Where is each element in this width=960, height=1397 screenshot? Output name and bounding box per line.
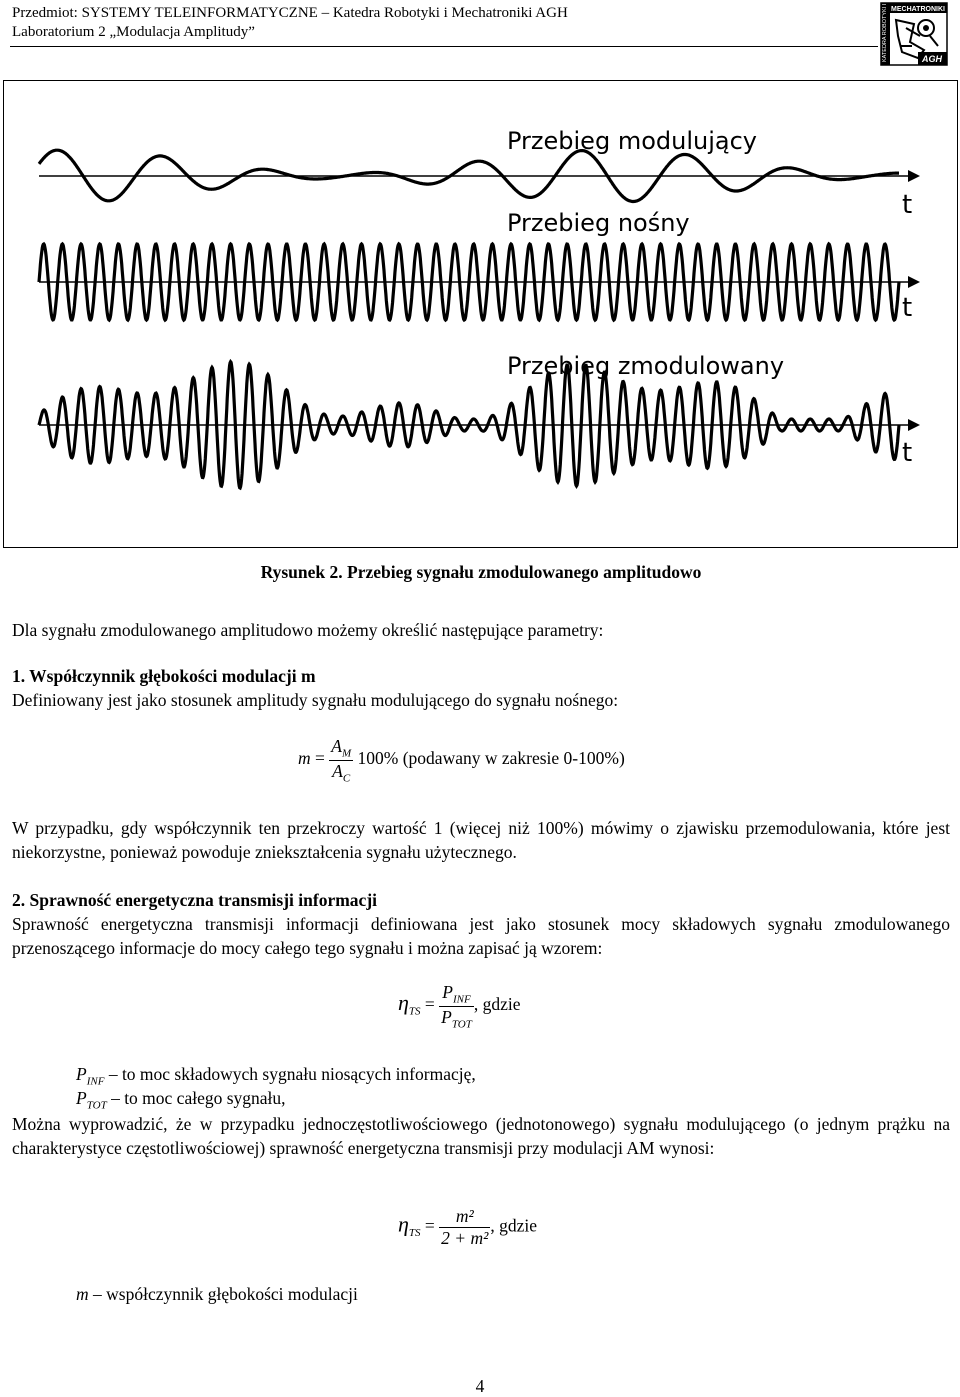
formula1-num: A — [331, 736, 342, 756]
section2-paragraph: Można wyprowadzić, że w przypadku jednoczęstotliwościowego (jednotonowego) sygnału modulującego (o jednym prążku na charakterystyce częstotliwościowej) sprawność energetyczna transmisji przy modulacji AM wynosi: — [12, 1114, 950, 1158]
def-ptot-symbol: P — [76, 1088, 87, 1108]
agh-mechatronics-logo — [880, 2, 948, 66]
formula-efficiency-am — [398, 1206, 537, 1249]
axis-label-t-1: t — [902, 190, 913, 220]
page-number: 4 — [475, 1376, 485, 1396]
formula1-factor: 100% — [357, 748, 399, 769]
def-pinf-sub: INF — [86, 1075, 105, 1088]
section1-definition: Definiowany jest jako stosunek amplitudy sygnału modulującego do sygnału nośnego: — [12, 690, 619, 710]
formula2-eq: = — [424, 994, 435, 1015]
logo-text-side: KATEDRA ROBOTYKI I — [882, 3, 888, 62]
formula1-note: (podawany w zakresie 0-100%) — [402, 748, 625, 769]
section1-title: 1. Współczynnik głębokości modulacji m — [12, 666, 316, 686]
formula1-num-sub: M — [341, 747, 352, 760]
formula3-suffix: , gdzie — [490, 1215, 538, 1236]
figure-caption: Rysunek 2. Przebieg sygnału zmodulowanego amplitudowo — [260, 562, 702, 582]
def-ptot-sub: TOT — [86, 1099, 107, 1112]
logo-text-top: MECHATRONIKI — [891, 6, 945, 13]
def-ptot-text: – to moc całego sygnału, — [106, 1088, 286, 1108]
formula-efficiency-power — [398, 982, 521, 1030]
header-lab-title: Laboratorium 2 „Modulacja Amplitudy” — [12, 24, 255, 40]
formula-modulation-depth — [298, 736, 625, 784]
formula1-lhs: m — [298, 748, 311, 769]
formula3-num: m² — [439, 1206, 490, 1228]
axis-modulating-arrow — [908, 170, 920, 182]
axis-carrier-arrow — [908, 276, 920, 288]
formula3-den: 2 + m² — [441, 1228, 489, 1248]
formula1-den-sub: C — [342, 772, 351, 784]
section2-definition: Sprawność energetyczna transmisji informacji definiowana jest jako stosunek mocy składowych sygnału zmodulowanego przenoszącego informacje do mocy całego tego sygnału i można zapisać ją wzorem: — [12, 914, 950, 958]
label-modulating: Przebieg modulujący — [507, 127, 757, 155]
formula1-eq: = — [315, 748, 325, 769]
section1-paragraph: W przypadku, gdy współczynnik ten przekroczy wartość 1 (więcej niż 100%) mówimy o zjawisku przemodulowania, które jest niekorzystne, ponieważ powoduje zniekształcenia sygnału użytecznego. — [12, 818, 950, 862]
def-m-text: – współczynnik głębokości modulacji — [88, 1284, 358, 1304]
axis-label-t-3: t — [902, 438, 913, 468]
formula1-den: A — [332, 760, 343, 781]
formula3-lhs: η — [398, 1211, 409, 1237]
formula2-lhs-sub: TS — [408, 1005, 421, 1018]
formula2-num: P — [442, 982, 453, 1002]
label-modulated: Przebieg zmodulowany — [507, 352, 785, 380]
def-pinf-text: – to moc składowych sygnału niosących informację, — [104, 1064, 476, 1084]
header-subject: Przedmiot: SYSTEMY TELEINFORMATYCZNE – Katedra Robotyki i Mechatroniki AGH — [12, 5, 568, 21]
formula2-lhs: η — [398, 990, 409, 1016]
header-rule — [10, 46, 878, 47]
logo-text-bottom: AGH — [922, 54, 942, 64]
formula2-suffix: , gdzie — [473, 994, 521, 1015]
formula2-num-sub: INF — [453, 993, 471, 1006]
section2-title: 2. Sprawność energetyczna transmisji informacji — [12, 890, 378, 910]
intro-text: Dla sygnału zmodulowanego amplitudowo możemy określić następujące parametry: — [12, 620, 604, 640]
formula3-eq: = — [424, 1215, 435, 1236]
label-carrier: Przebieg nośny — [507, 209, 690, 237]
def-pinf-symbol: P — [76, 1064, 87, 1084]
am-waveform-figure — [3, 80, 958, 548]
axis-label-t-2: t — [902, 293, 913, 323]
formula2-den-sub: TOT — [451, 1018, 472, 1030]
formula2-den: P — [441, 1006, 452, 1027]
formula3-lhs-sub: TS — [408, 1227, 421, 1240]
axis-modulated-arrow — [908, 419, 920, 431]
definition-m — [76, 1282, 946, 1306]
def-m-symbol: m — [76, 1284, 89, 1304]
